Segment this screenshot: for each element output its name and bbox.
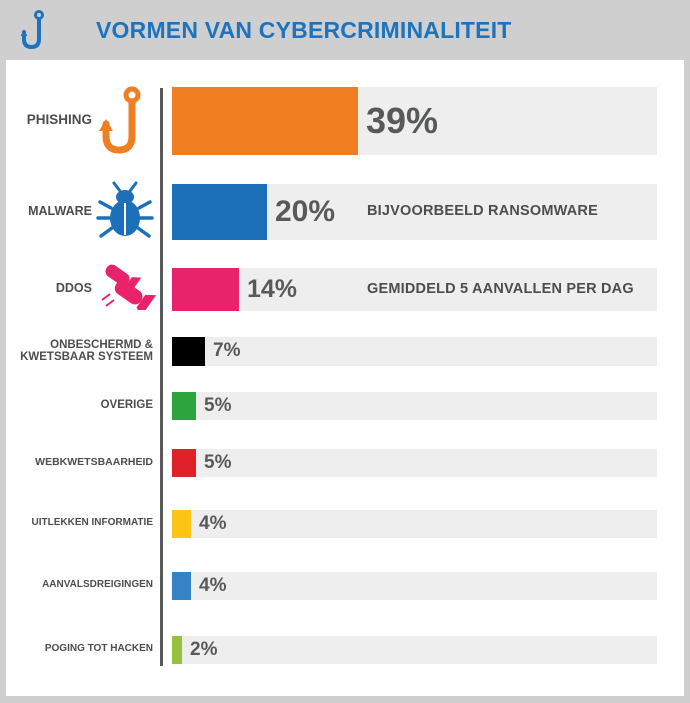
category-label-poging-tot-hacken: POGING TOT HACKEN: [44, 643, 153, 654]
value-label-overige: 5%: [204, 394, 232, 416]
value-label-ddos: 14%: [247, 275, 298, 303]
bar-track-overige: [172, 392, 657, 420]
bug-icon: [96, 180, 154, 242]
annotation-ddos: GEMIDDELD 5 AANVALLEN PER DAG: [367, 280, 634, 297]
bar-phishing: [172, 87, 358, 155]
category-label-uitlekken-informatie: UITLEKKEN INFORMATIE: [31, 517, 153, 528]
bar-malware: [172, 184, 267, 240]
category-label-webkwetsbaarheid: WEBKWETSBAARHEID: [35, 455, 153, 468]
category-label-phishing: PHISHING: [26, 111, 92, 127]
value-label-phishing: 39%: [366, 100, 439, 142]
category-label-aanvalsdreigingen: AANVALSDREIGINGEN: [42, 579, 153, 590]
bar-overige: [172, 392, 196, 420]
bar-track-uitlekken-informatie: [172, 510, 657, 538]
axis-line: [160, 88, 163, 666]
value-label-onbeschermd-kwetsbaar-systeem: 7%: [213, 340, 241, 362]
bar-track-poging-tot-hacken: [172, 636, 657, 664]
bar-track-aanvalsdreigingen: [172, 572, 657, 600]
category-label-onbeschermd-kwetsbaar-systeem: ONBESCHERMD & KWETSBAAR SYSTEEM: [20, 338, 153, 363]
bar-aanvalsdreigingen: [172, 572, 191, 600]
bar-uitlekken-informatie: [172, 510, 191, 538]
bar-track-onbeschermd-kwetsbaar-systeem: [172, 337, 657, 366]
category-label-overige: OVERIGE: [100, 399, 153, 412]
ddos-missile-icon: [100, 260, 156, 310]
bar-track-webkwetsbaarheid: [172, 449, 657, 477]
value-label-poging-tot-hacken: 2%: [190, 638, 218, 660]
bar-onbeschermd-kwetsbaar-systeem: [172, 337, 205, 366]
fish-hook-icon: [20, 10, 52, 50]
fish-hook-icon: [98, 86, 148, 158]
page-title: VORMEN VAN CYBERCRIMINALITEIT: [96, 17, 512, 43]
value-label-aanvalsdreigingen: 4%: [199, 574, 227, 596]
bar-poging-tot-hacken: [172, 636, 182, 664]
bar-webkwetsbaarheid: [172, 449, 196, 477]
category-label-malware: MALWARE: [28, 203, 92, 218]
category-label-ddos: DDOS: [55, 281, 92, 295]
value-label-uitlekken-informatie: 4%: [199, 512, 227, 534]
bar-ddos: [172, 268, 239, 311]
header: [0, 0, 690, 60]
value-label-malware: 20%: [275, 194, 336, 228]
annotation-malware: BIJVOORBEELD RANSOMWARE: [367, 203, 598, 219]
value-label-webkwetsbaarheid: 5%: [204, 451, 232, 473]
